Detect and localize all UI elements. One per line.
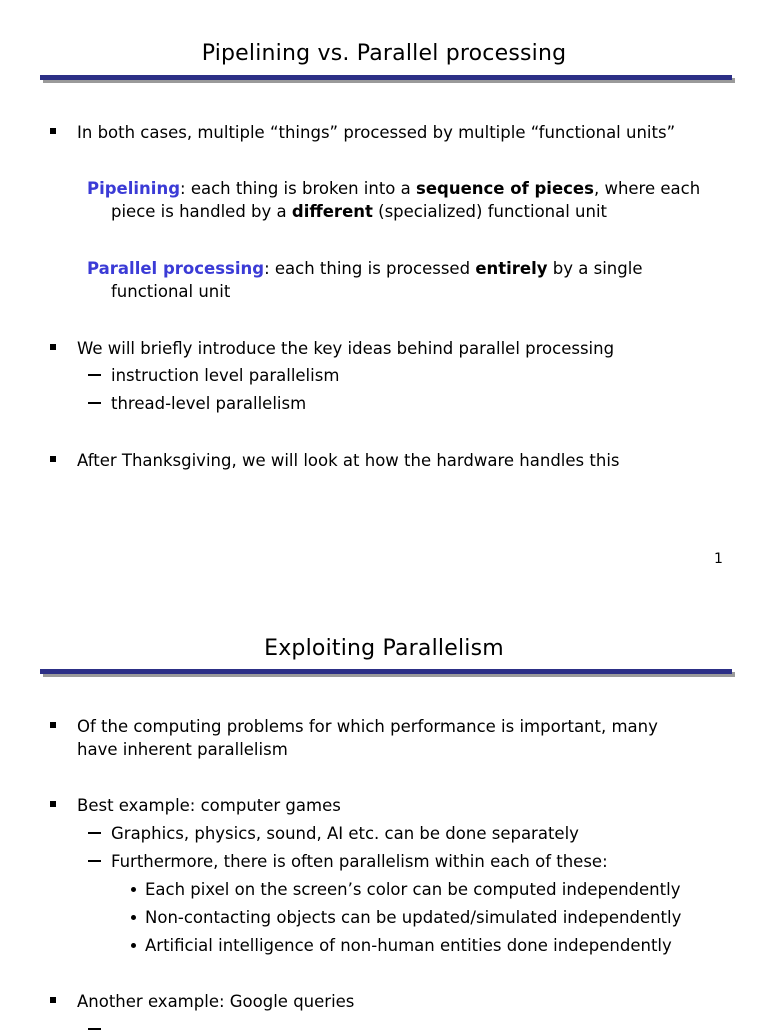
- dash-bullet-icon: [88, 832, 101, 834]
- square-bullet-icon: [50, 801, 56, 807]
- definition-text: by a single: [547, 259, 643, 278]
- term-parallel-processing: Parallel processing: [87, 259, 265, 278]
- emphasis-text: entirely: [475, 259, 548, 278]
- title-underline: [40, 75, 732, 80]
- emphasis-text: different: [291, 202, 373, 221]
- square-bullet-icon: [50, 128, 56, 134]
- square-bullet-icon: [50, 456, 56, 462]
- emphasis-text: sequence of pieces: [416, 179, 594, 198]
- sub-sub-bullet-text: Non-contacting objects can be updated/simulated independently: [145, 908, 682, 927]
- slide-title: Exploiting Parallelism: [264, 636, 504, 661]
- dash-bullet-icon: [88, 860, 101, 862]
- sub-bullet-text: Furthermore, there is often parallelism within each of these:: [111, 852, 608, 871]
- sub-bullet-text: instruction level parallelism: [111, 366, 340, 385]
- definition-line: [87, 257, 642, 280]
- sub-sub-bullet-text: Each pixel on the screen’s color can be computed independently: [145, 880, 681, 899]
- definition-text: (specialized) functional unit: [372, 202, 608, 221]
- definition-text: : each thing is broken into a: [180, 179, 417, 198]
- bullet-text: have inherent parallelism: [77, 740, 288, 759]
- definition-text: , where each: [593, 179, 701, 198]
- dot-bullet-icon: [131, 887, 136, 892]
- bullet-text: In both cases, multiple “things” processed by multiple “functional units”: [77, 123, 676, 142]
- bullet-text: We will briefly introduce the key ideas behind parallel processing: [77, 339, 615, 358]
- sub-bullet-text: Graphics, physics, sound, AI etc. can be done separately: [111, 824, 579, 843]
- slide-2: [0, 590, 768, 1024]
- term-pipelining: Pipelining: [87, 179, 181, 198]
- sub-sub-bullet-text: Artificial intelligence of non-human entities done independently: [145, 936, 672, 955]
- definition-text: : each thing is processed: [264, 259, 476, 278]
- dot-bullet-icon: [131, 915, 136, 920]
- definition-line: [111, 200, 607, 223]
- page-number: 1: [714, 551, 723, 567]
- slide-title: Pipelining vs. Parallel processing: [201, 41, 567, 66]
- dot-bullet-icon: [131, 943, 136, 948]
- square-bullet-icon: [50, 997, 56, 1003]
- sub-bullet-text: thread-level parallelism: [111, 394, 307, 413]
- square-bullet-icon: [50, 344, 56, 350]
- definition-text: functional unit: [111, 282, 231, 301]
- bullet-text: Of the computing problems for which performance is important, many: [77, 717, 658, 736]
- definition-text: piece is handled by a: [111, 202, 292, 221]
- title-underline: [40, 669, 732, 674]
- definition-line: [87, 177, 700, 200]
- bullet-text: Best example: computer games: [77, 796, 341, 815]
- dash-bullet-icon: [88, 374, 101, 376]
- dash-bullet-icon: [88, 402, 101, 404]
- bullet-text: Another example: Google queries: [77, 992, 355, 1011]
- square-bullet-icon: [50, 722, 56, 728]
- bullet-text: After Thanksgiving, we will look at how the hardware handles this: [77, 451, 620, 470]
